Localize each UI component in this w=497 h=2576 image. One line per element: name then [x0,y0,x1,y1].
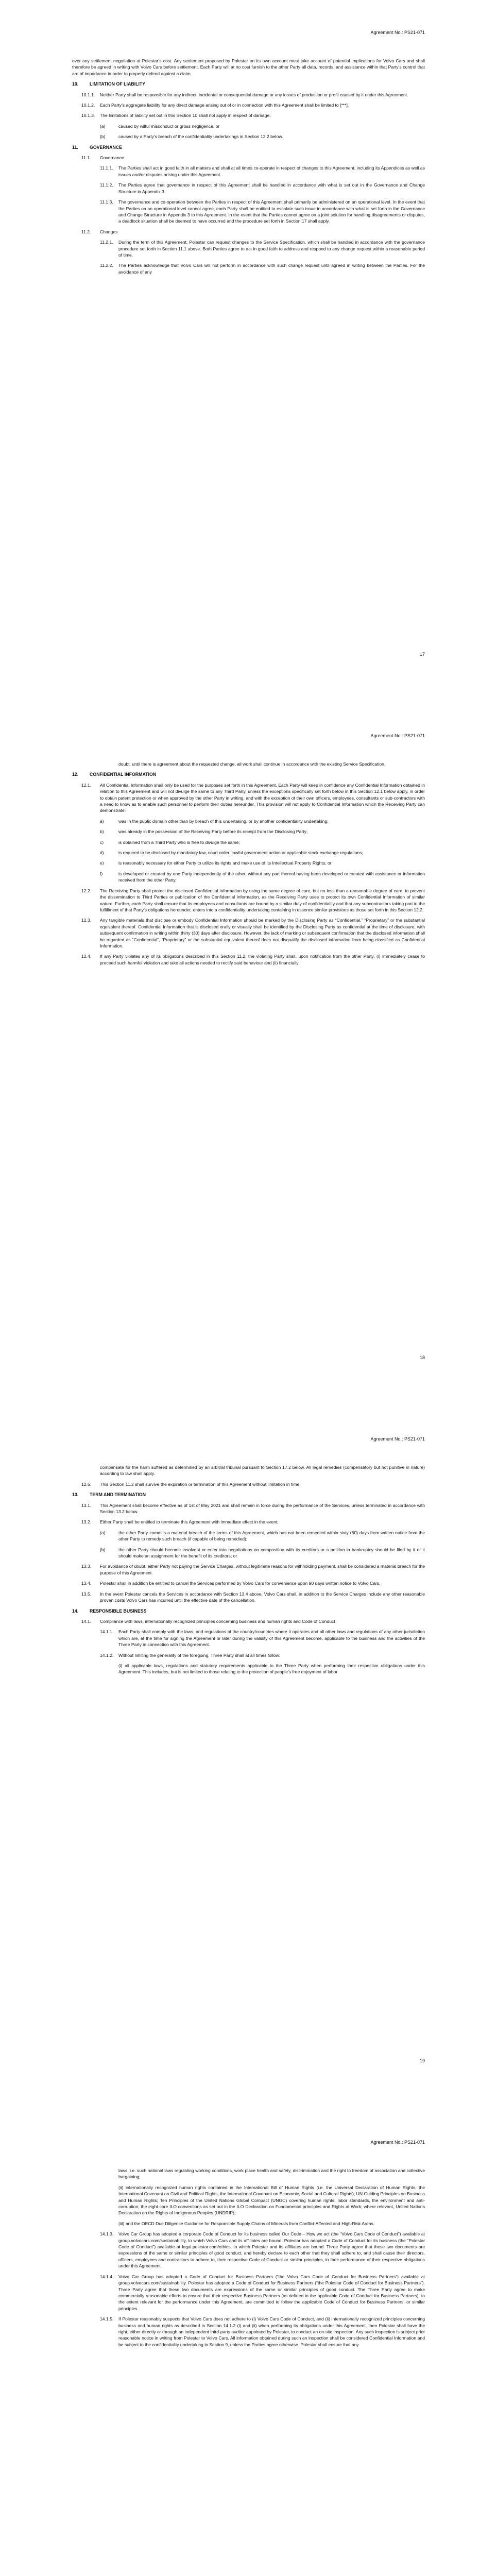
clause-number: b) [100,829,104,835]
clause [72,2274,425,2312]
clause [72,165,425,178]
clause-text: Changes [100,229,118,234]
clause-number: 10.1.3. [81,113,95,118]
clause-number: 12.1. [81,782,92,788]
clause-text: The Receiving Party shall protect the disclosed Confidential Information by using the same degree of care, but no less than a reasonable degree of care, to prevent the dissemination to Third Parties or publication of the Confidential Information, as the Receiving Party uses to protect its own Confidential Information of similar nature. Further, each Party shall ensure that its employees and consultants are bound by a similar duty of confidentiality and that any subcontractors taking part in the fulfillment of that Party’s obligations hereunder, enters into a confidentiality undertaking containing in essence similar provisions as those set forth in this Section 12.2. [100,888,425,912]
clause-number: 12.2. [81,888,92,893]
clause [72,888,425,913]
clause [72,1519,425,1525]
clause-number: 14.1.4. [100,2274,114,2279]
agreement-number-header: Agreement No.: PS21-071 [370,30,425,35]
clause [72,112,425,118]
clause-text: caused by wilful misconduct or gross negligence, or [118,123,220,129]
clause [72,229,425,235]
agreement-number-header: Agreement No.: PS21-071 [370,1436,425,1442]
clause-number: (b) [100,1547,106,1552]
page-17 [0,0,497,703]
clause-text: The governance and co-operation between the Parties in respect of this Agreement shall primarily be administered on an operational level. In the event that the Parties on an operational level cannot agree, each Party shall be entitled to escalate such issue in accordance with what is set forth in the Governance and Change Structure in Appendix 3 to this Agreement. In the event that the Parties cannot agree on a joint solution for handling disagreements or disputes, a deadlock situation shall be deemed to have occurred and the procedure set forth in Section 17 shall apply. [118,199,425,224]
section-heading [72,1608,425,1614]
clause-text: laws, i.e. such national laws regulating working conditions, work place health and safety, discrimination and the right to freedom of association and collective bargaining; [118,2168,425,2180]
clause [72,182,425,195]
clause-text: Volvo Car Group has adopted a corporate Code of Conduct for its business called Our Code – How we act (the “Volvo Cars Code of Conduct”) available at group.volvocars.com/sustainability, to which Volvo Cars and its affiliates are bound. Polestar has adopted a Code of Conduct for its business (the “Polestar Code of Conduct”) available at legal.polestar.com/ethics, to which Polestar and its affiliates are bound. Three Party agree that these two documents are expressions of the same or similar principles of good conduct, and hereby declare to each other that they shall adhere to, and shall cause their directors, officers, employees and contractors to adhere to, their respective Code of Conduct or similar principles, in their performance of their respective obligations under this Agreement. [118,2231,425,2269]
clause-text: Any tangible materials that disclose or embody Confidential Information should be marked by the Disclosing Party as “Confidential,” “Proprietary” or the substantial equivalent thereof. Confidential Information that is disclosed orally or visually shall be identified by the Disclosing Party as confidential at the time of disclosure, with subsequent confirmation in writing within thirty (30) days after disclosure. However, the lack of marking or subsequent confirmation that the disclosed information shall be regarded as “Confidential”, “Proprietary” or the substantial equivalent thereof does not disqualify the disclosed information from being classified as Confidential Information. [100,918,425,948]
page-number: 17 [419,652,425,657]
clause [72,761,425,767]
clause-number: 11.1. [81,155,91,161]
section-heading [72,144,425,150]
clause-number: 12.4. [81,954,92,959]
clause [72,2316,425,2348]
clause-number: 14.1. [81,1618,92,1624]
clause-number: 10.1.2. [81,103,95,108]
clause [72,58,425,77]
clause-text: (i) all applicable laws, regulations and statutory requirements applicable to the Three Party when performing their respective obligations under this Agreement. This includes, but is not limited to those relating to the protection of people’s free enjoyment of labor [118,1663,425,1675]
clause-text: If Polestar reasonably suspects that Volvo Cars does not adhere to (i) Volvo Cars Code of Conduct, and (ii) internationally recognized principles concerning business and human rights as described in Section 14.1.2 (i) and (ii) when performing its obligations under this Agreement, then Polestar shall have the right, either directly or through an independent third-party auditor appointed by Polestar, to conduct an on-site inspection. Any such inspection is subject prior reasonable notice in writing from Polestar to Volvo Cars. All information obtained during such an inspection shall be considered Confidential Information and be subject to the confidentiality undertaking in Section 9, unless the Parties agree otherwise. Polestar shall ensure that any [118,2316,425,2347]
clause [72,102,425,108]
section-number: 10. [72,81,79,87]
clause-number: 14.1.5. [100,2316,114,2322]
clause-text: (ii) internationally recognized human rights contained in the International Bill of Human Rights (i.e. the Universal Declaration of Human Rights, the International Covenant on Civil and Political Rights, the International Covenant on Economic, Social and Cultural Rights); UN Guiding Principles on Business and Human Rights; Ten Principles of the United Nations Global Compact (UNGC) covering human rights, labor standards, the environment and anti-corruption; the eight core ILO conventions as set out in the ILO Declaration on Fundamental principles and Rights at Work; where relevant, United Nations Declaration on the Rights of Indigenous Peoples (UNDRIP); [118,2184,425,2216]
clause [72,239,425,258]
clause-text: The Parties shall act in good faith in all matters and shall at all times co-operate in respect of changes to this Agreement, including its Appendices as well as issues and/or disputes arising under this Agreement. [118,165,425,177]
page-content [72,1464,425,1680]
page-19 [0,1406,497,2110]
clause-number: (a) [100,123,106,129]
clause-text: the other Party commits a material breach of the terms of this Agreement, which has not been remedied within sixty (60) days from written notice from the other Party to remedy such breach (if capable of being remedied); [118,1530,425,1542]
clause-number: 13.5. [81,1591,92,1597]
clause [72,2167,425,2180]
clause [72,262,425,275]
clause [72,199,425,225]
agreement-number-header: Agreement No.: PS21-071 [370,733,425,738]
clause [72,133,425,140]
clause [72,860,425,866]
clause-text: is required to be disclosed by mandatory law, court order, lawful government action or applicable stock exchange regulations; [118,850,363,856]
section-number: 13. [72,1492,79,1498]
clause-number: 11.1.3. [100,199,113,205]
section-number: 11. [72,144,78,150]
clause-text: Governance [100,155,124,161]
clause [72,1502,425,1515]
clause-number: 10.1.1. [81,92,95,97]
clause [72,1629,425,1648]
agreement-number-header: Agreement No.: PS21-071 [370,2140,425,2145]
clause [72,818,425,824]
clause-number: 13.2. [81,1519,92,1525]
clause-number: 12.5. [81,1481,92,1487]
clause [72,871,425,884]
clause-text: caused by a Party’s breach of the confidentiality undertakings in Section 12.2 below. [118,134,283,140]
clause-number: 11.2.2. [100,263,113,268]
clause [72,1563,425,1576]
clause [72,1591,425,1604]
clause [72,1663,425,1675]
clause [72,953,425,966]
clause-number: d) [100,850,104,856]
clause-text: the other Party should become insolvent or enter into negotiations on composition with its creditors or a petition in bankruptcy should be filed by it or it should make an assignment for the benefit of its creditors; or [118,1547,425,1559]
clause [72,92,425,98]
clause-number: 13.1. [81,1502,92,1508]
clause [72,2221,425,2227]
clause-text: This Agreement shall become effective as of 1st of May 2021 and shall remain in force during the performance of the Services, unless terminated in accordance with Section 13.2 below. [100,1502,425,1515]
clause [72,2184,425,2216]
clause-text: For avoidance of doubt, either Party not paying the Service Charges, without legitimate reasons for withholding payment, shall be considered a material breach for the purpose of this Agreement. [100,1564,425,1575]
clause-text: Either Party shall be entitled to terminate this Agreement with immediate effect in the event; [100,1519,279,1525]
clause-text: is obtained from a Third Party who is free to divulge the same; [118,839,240,845]
clause-text: This Section 11.2 shall survive the expiration or termination of this Agreement without limitation in time. [100,1481,301,1487]
clause-number: a) [100,818,104,824]
clause-number: 11.1.2. [100,182,113,188]
clause-text: Each Party shall comply with the laws, and regulations of the country/countries where it operates and all other laws and regulations of any other jurisdiction which are, at the time for signing the Agreement or later during the validity of this Agreement become, applicable to the business and the activities of the Three Party in connection with this Agreement. [118,1629,425,1648]
clause-text: All Confidential Information shall only be used for the purposes set forth in this Agreement. Each Party will keep in confidence any Confidential Information obtained in relation to this Agreement and will not divulge the same to any Third Party, unless the exceptions specifically set forth below in this Section 12.1 below apply, in order to obtain patent protection or when approved by the other Party in writing, and with the exception of their own officers, employees, consultants or sub-contractors with a need to know as to enable such personnel to perform their duties hereunder. This provision will not apply to Confidential Information which the Receiving Party can demonstrate: [100,782,425,814]
clause-text: is reasonably necessary for either Party to utilize its rights and make use of its Intellectual Property Rights; or [118,860,332,866]
section-number: 14. [72,1608,79,1614]
clause [72,1547,425,1560]
clause-text: Polestar shall in addition be entitled to cancel the Services performed by Volvo Cars for convenience upon 90 days written notice to Volvo Cars. [100,1581,381,1586]
clause [72,839,425,845]
clause-number: 14.1.1. [100,1629,114,1635]
clause-number: 11.2. [81,229,91,234]
clause-text: Volvo Car Group has adopted a Code of Conduct for Business Partners (“the Volvo Cars Code of Conduct for Business Partners”) available at group.volvocars.com/sustainability. Polestar has adopted a Code of Conduct for Business Partners (“the Polestar Code of Conduct for Business Partners”). Three Party agree that these two documents are expressions of the same or similar principles of good conduct. The Three Party agree to make commercially reasonable efforts to ensure that their respective Business Partners (as defined in the applicable Code of Conduct for Business Partners), to the extent relevant for the performance under this Agreement, are committed to follow the applicable Code of Conduct for Business Partners, or similar principles. [118,2274,425,2311]
clause-text: was in the public domain other than by breach of this undertaking, or by another confidentiality undertaking; [118,818,329,824]
clause [72,2231,425,2269]
section-number: 12. [72,772,79,777]
page-content [72,2167,425,2352]
section-title: TERM AND TERMINATION [90,1492,146,1498]
clause-text: Each Party’s aggregate liability for any direct damage arising out of or in connection with this Agreement shall be limited to [***]. [100,103,349,108]
clause-text: The Parties acknowledge that Volvo Cars will not perform in accordance with such change request until agreed in writing between the Parties. For the avoidance of any [118,263,425,275]
clause-number: e) [100,860,104,866]
clause-text: over any settlement negotiation at Polestar’s cost. Any settlement proposed by Polestar on its own account must take account of potential implications for Volvo Cars and shall therefore be agreed in writing with Volvo Cars before settlement. Each Party will at no cost furnish to the other Party all data, records, and assistance within that Party’s control that are of importance in order to properly defend against a claim. [72,58,425,76]
clause [72,1464,425,1477]
page-20 [0,2110,497,2576]
clause-number: (a) [100,1530,106,1535]
page-content [72,58,425,279]
clause-text: In the event Polestar cancels the Services in accordance with Section 13.4 above, Volvo Cars shall, in addition to the Service Charges include any other reasonable proven costs Volvo Cars has incurred until the effective date of the cancellation. [100,1591,425,1603]
clause-text: The Parties agree that governance in respect of this Agreement shall be handled in accordance with what is set out in the Governance and Change Structure in Appendix 3. [118,182,425,194]
clause [72,1580,425,1586]
clause-number: 11.1.1. [100,165,113,171]
clause-text: If any Party violates any of its obligations described in this Section 11.2, the violating Party shall, upon notification from the other Party, (i) immediately cease to proceed such harmful violation and take all actions needed to rectify said behaviour and (ii) financially [100,954,425,965]
clause-number: 14.1.2. [100,1652,114,1658]
clause-text: was already in the possession of the Receiving Party before its receipt from the Disclosing Party; [118,829,308,835]
section-heading [72,771,425,777]
clause [72,917,425,949]
clause [72,155,425,161]
section-title: GOVERNANCE [90,144,123,150]
clause-text: Compliance with laws, internationally recognized principles concerning business and human rights and Code of Conduct [100,1618,335,1624]
clause [72,782,425,814]
section-heading [72,1492,425,1498]
page-content [72,761,425,970]
clause-number: c) [100,839,104,845]
clause-number: 13.3. [81,1564,92,1569]
section-heading [72,81,425,87]
clause-number: 13.4. [81,1581,92,1586]
clause [72,1481,425,1487]
clause [72,1618,425,1624]
page-18 [0,703,497,1406]
clause-number: (b) [100,134,106,140]
clause-text: The limitations of liability set out in this Section 10 shall not apply in respect of damage; [100,113,271,118]
section-title: RESPONSIBLE BUSINESS [90,1608,147,1614]
page-number: 19 [419,2058,425,2063]
clause [72,1530,425,1543]
clause [72,1652,425,1658]
clause [72,850,425,856]
section-title: CONFIDENTIAL INFORMATION [90,772,157,777]
clause-number: 12.3. [81,918,92,923]
clause-number: f) [100,871,103,876]
clause-text: compensate for the harm suffered as determined by an arbitral tribunal pursuant to Section 17.2 below. All legal remedies (compensatory but not punitive in nature) according to law shall apply. [100,1465,425,1477]
clause-text: doubt, until there is agreement about the requested change, all work shall continue in accordance with the existing Service Specification. [118,761,386,767]
clause-number: 11.2.1. [100,240,113,245]
section-title: LIMITATION OF LIABILITY [90,81,146,87]
clause-text: Neither Party shall be responsible for any indirect, incidental or consequential damage or any losses of production or profit caused by it under this Agreement. [100,92,408,97]
clause [72,828,425,835]
clause-text: (iii) and the OECD Due Diligence Guidance for Responsible Supply Chains of Minerals from Conflict-Affected and High-Risk Areas. [118,2221,375,2226]
clause-text: During the term of this Agreement, Polestar can request changes to the Service Specification, which shall be handled in accordance with the governance procedure set forth in Section 11.1 above. Both Parties agree to act in good faith to address and respond to any change request within a reasonable period of time. [118,240,425,258]
clause-number: 14.1.3. [100,2231,114,2237]
clause-text: Without limiting the generality of the foregoing, Three Party shall at all times follow: [118,1652,281,1658]
clause [72,123,425,129]
page-number: 18 [419,1355,425,1360]
clause-text: is developed or created by one Party independently of the other, without any part thereof having been developed or created with assistance or information received from the other Party. [118,871,425,883]
